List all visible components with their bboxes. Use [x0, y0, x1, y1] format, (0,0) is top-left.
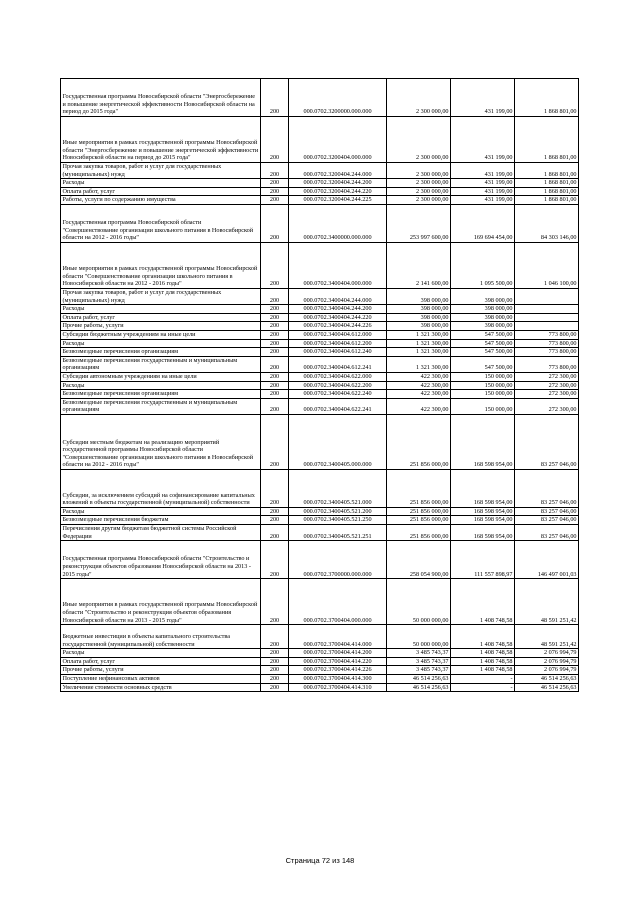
table-row: [61, 79, 579, 117]
row-executed-cell: 1 408 748,58: [451, 657, 515, 666]
table-row: [61, 683, 579, 692]
table-row: [61, 313, 579, 322]
table-row: [61, 179, 579, 188]
row-name-cell: Расходы: [61, 339, 261, 348]
table-row: [61, 242, 579, 288]
row-executed-cell: 547 500,00: [451, 348, 515, 357]
row-remaining-cell: 2 076 994,79: [515, 657, 579, 666]
row-group-cell: 200: [261, 469, 289, 507]
row-executed-cell: 431 199,00: [451, 117, 515, 163]
row-group-cell: 200: [261, 516, 289, 525]
row-code-cell: 000.0702.3400405.521.251: [289, 525, 387, 541]
table-row: [61, 390, 579, 399]
row-approved-cell: 1 321 300,00: [387, 356, 451, 372]
row-remaining-cell: 773 800,00: [515, 330, 579, 339]
row-executed-cell: 1 408 748,58: [451, 625, 515, 649]
row-remaining-cell: 1 868 801,00: [515, 179, 579, 188]
row-group-cell: 200: [261, 666, 289, 675]
row-group-cell: 200: [261, 187, 289, 196]
table-row: [61, 525, 579, 541]
row-code-cell: 000.0702.3400404.612.000: [289, 330, 387, 339]
table-row: [61, 414, 579, 469]
table-row: [61, 657, 579, 666]
table-row: [61, 187, 579, 196]
row-name-cell: Безвозмездные перечисления государственным и муниципальным организациям: [61, 398, 261, 414]
row-remaining-cell: 2 076 994,79: [515, 649, 579, 658]
table-row: [61, 356, 579, 372]
row-code-cell: 000.0702.3400404.244.220: [289, 313, 387, 322]
row-executed-cell: 431 199,00: [451, 196, 515, 205]
row-approved-cell: 398 000,00: [387, 313, 451, 322]
row-name-cell: Безвозмездные перечисления государственным и муниципальным организациям: [61, 356, 261, 372]
row-code-cell: 000.0702.3700404.414.300: [289, 675, 387, 684]
row-remaining-cell: 272 300,00: [515, 398, 579, 414]
row-group-cell: 200: [261, 242, 289, 288]
row-remaining-cell: 1 868 801,00: [515, 79, 579, 117]
row-group-cell: 200: [261, 579, 289, 625]
row-executed-cell: 169 694 454,00: [451, 204, 515, 242]
row-remaining-cell: 83 257 046,00: [515, 414, 579, 469]
row-remaining-cell: 1 868 801,00: [515, 187, 579, 196]
row-remaining-cell: 83 257 046,00: [515, 507, 579, 516]
row-approved-cell: 46 514 256,63: [387, 675, 451, 684]
row-executed-cell: 431 199,00: [451, 79, 515, 117]
row-approved-cell: 2 300 000,00: [387, 179, 451, 188]
row-remaining-cell: 773 800,00: [515, 356, 579, 372]
row-code-cell: 000.0702.3700404.414.200: [289, 649, 387, 658]
row-code-cell: 000.0702.3400405.000.000: [289, 414, 387, 469]
row-name-cell: Безвозмездные перечисления организациям: [61, 390, 261, 399]
row-executed-cell: 398 000,00: [451, 288, 515, 304]
row-name-cell: Иные мероприятия в рамках государственной программы Новосибирской области "Строительство и реконструкция объектов образования Новосибирской области на 2013 - 2015 годы": [61, 579, 261, 625]
row-approved-cell: 253 997 600,00: [387, 204, 451, 242]
row-approved-cell: 46 514 256,63: [387, 683, 451, 692]
row-group-cell: 200: [261, 305, 289, 314]
row-remaining-cell: 773 800,00: [515, 348, 579, 357]
row-executed-cell: 150 000,00: [451, 398, 515, 414]
table-row: [61, 339, 579, 348]
table-row: [61, 204, 579, 242]
row-name-cell: Безвозмездные перечисления организациям: [61, 348, 261, 357]
row-executed-cell: -: [451, 683, 515, 692]
row-code-cell: 000.0702.3700404.000.000: [289, 579, 387, 625]
row-group-cell: 200: [261, 313, 289, 322]
row-name-cell: Поступление нефинансовых активов: [61, 675, 261, 684]
row-remaining-cell: 272 300,00: [515, 390, 579, 399]
row-approved-cell: 422 300,00: [387, 390, 451, 399]
row-code-cell: 000.0702.3700404.414.226: [289, 666, 387, 675]
row-remaining-cell: 83 257 046,00: [515, 469, 579, 507]
row-remaining-cell: 272 300,00: [515, 372, 579, 381]
row-group-cell: 200: [261, 683, 289, 692]
row-name-cell: Иные мероприятия в рамках государственной программы Новосибирской области "Энергосбережение и повышение энергетической эффективности Новосибирской области на период до 2015 года": [61, 117, 261, 163]
row-executed-cell: 111 557 898,97: [451, 541, 515, 579]
row-code-cell: 000.0702.3400404.244.000: [289, 288, 387, 304]
row-approved-cell: 1 321 300,00: [387, 330, 451, 339]
row-executed-cell: 431 199,00: [451, 179, 515, 188]
row-executed-cell: 547 500,00: [451, 356, 515, 372]
row-approved-cell: 258 054 900,00: [387, 541, 451, 579]
row-executed-cell: 431 199,00: [451, 163, 515, 179]
row-group-cell: 200: [261, 117, 289, 163]
row-group-cell: 200: [261, 79, 289, 117]
row-code-cell: 000.0702.3200404.244.000: [289, 163, 387, 179]
row-code-cell: 000.0702.3200404.244.225: [289, 196, 387, 205]
row-remaining-cell: 1 868 801,00: [515, 163, 579, 179]
row-executed-cell: 431 199,00: [451, 187, 515, 196]
row-executed-cell: 150 000,00: [451, 390, 515, 399]
row-approved-cell: 3 485 743,37: [387, 666, 451, 675]
row-code-cell: 000.0702.3400405.521.250: [289, 516, 387, 525]
table-row: [61, 322, 579, 331]
row-group-cell: 200: [261, 541, 289, 579]
row-remaining-cell: 146 497 001,03: [515, 541, 579, 579]
row-code-cell: 000.0702.3400000.000.000: [289, 204, 387, 242]
document-page: [60, 78, 578, 692]
row-code-cell: 000.0702.3400404.244.200: [289, 305, 387, 314]
row-approved-cell: 2 141 600,00: [387, 242, 451, 288]
row-approved-cell: 398 000,00: [387, 288, 451, 304]
row-group-cell: 200: [261, 525, 289, 541]
row-code-cell: 000.0702.3400404.612.240: [289, 348, 387, 357]
row-group-cell: 200: [261, 625, 289, 649]
row-remaining-cell: 2 076 994,79: [515, 666, 579, 675]
row-group-cell: 200: [261, 348, 289, 357]
row-name-cell: Расходы: [61, 649, 261, 658]
row-executed-cell: 1 408 748,58: [451, 579, 515, 625]
row-name-cell: Иные мероприятия в рамках государственной программы Новосибирской области "Совершенствование организации школьного питания в Новосибирской области на 2012 - 2016 годы": [61, 242, 261, 288]
table-row: [61, 117, 579, 163]
row-executed-cell: 1 095 500,00: [451, 242, 515, 288]
row-group-cell: 200: [261, 356, 289, 372]
row-code-cell: 000.0702.3200404.244.200: [289, 179, 387, 188]
row-approved-cell: 50 000 000,00: [387, 579, 451, 625]
row-code-cell: 000.0702.3400404.622.241: [289, 398, 387, 414]
row-approved-cell: 2 300 000,00: [387, 187, 451, 196]
row-executed-cell: 547 500,00: [451, 330, 515, 339]
row-approved-cell: 3 485 743,37: [387, 649, 451, 658]
table-row: [61, 288, 579, 304]
row-approved-cell: 1 321 300,00: [387, 348, 451, 357]
table-row: [61, 348, 579, 357]
row-name-cell: Субсидии, за исключением субсидий на софинансирование капитальных вложений в объекты государственной (муниципальной) собственности: [61, 469, 261, 507]
row-executed-cell: 547 500,00: [451, 339, 515, 348]
row-name-cell: Прочая закупка товаров, работ и услуг для государственных (муниципальных) нужд: [61, 163, 261, 179]
table-row: [61, 330, 579, 339]
row-approved-cell: 251 856 000,00: [387, 414, 451, 469]
row-group-cell: 200: [261, 204, 289, 242]
row-remaining-cell: 272 300,00: [515, 381, 579, 390]
budget-table-body: [61, 79, 579, 692]
row-approved-cell: 422 300,00: [387, 381, 451, 390]
row-name-cell: Увеличение стоимости основных средств: [61, 683, 261, 692]
row-code-cell: 000.0702.3400404.612.200: [289, 339, 387, 348]
row-approved-cell: 2 300 000,00: [387, 79, 451, 117]
row-remaining-cell: 1 046 100,00: [515, 242, 579, 288]
row-executed-cell: 168 598 954,00: [451, 525, 515, 541]
row-group-cell: 200: [261, 196, 289, 205]
row-name-cell: Расходы: [61, 305, 261, 314]
row-name-cell: Субсидии местным бюджетам на реализацию мероприятий государственной программы Новосибирской области "Совершенствование организации школьного питания в Новосибирской области на 2012 - 2016 годы": [61, 414, 261, 469]
table-row: [61, 579, 579, 625]
row-code-cell: 000.0702.3400404.244.226: [289, 322, 387, 331]
table-row: [61, 516, 579, 525]
row-code-cell: 000.0702.3400404.612.241: [289, 356, 387, 372]
row-remaining-cell: 48 591 251,42: [515, 625, 579, 649]
row-approved-cell: 50 000 000,00: [387, 625, 451, 649]
table-row: [61, 675, 579, 684]
row-group-cell: 200: [261, 675, 289, 684]
row-code-cell: 000.0702.3400404.622.240: [289, 390, 387, 399]
table-row: [61, 649, 579, 658]
row-name-cell: Субсидии автономным учреждениям на иные цели: [61, 372, 261, 381]
row-group-cell: 200: [261, 330, 289, 339]
row-name-cell: Оплата работ, услуг: [61, 313, 261, 322]
table-row: [61, 196, 579, 205]
row-approved-cell: 422 300,00: [387, 372, 451, 381]
row-executed-cell: 168 598 954,00: [451, 516, 515, 525]
row-name-cell: Безвозмездные перечисления бюджетам: [61, 516, 261, 525]
row-executed-cell: 398 000,00: [451, 313, 515, 322]
row-group-cell: 200: [261, 398, 289, 414]
row-name-cell: Прочие работы, услуги: [61, 666, 261, 675]
row-code-cell: 000.0702.3400404.622.200: [289, 381, 387, 390]
row-approved-cell: 398 000,00: [387, 322, 451, 331]
row-remaining-cell: 46 514 256,63: [515, 675, 579, 684]
row-approved-cell: 1 321 300,00: [387, 339, 451, 348]
row-group-cell: 200: [261, 322, 289, 331]
row-group-cell: 200: [261, 414, 289, 469]
row-remaining-cell: [515, 322, 579, 331]
row-group-cell: 200: [261, 288, 289, 304]
table-row: [61, 381, 579, 390]
table-row: [61, 541, 579, 579]
row-name-cell: Перечисления другим бюджетам бюджетной системы Российской Федерации: [61, 525, 261, 541]
row-name-cell: Расходы: [61, 507, 261, 516]
row-executed-cell: -: [451, 675, 515, 684]
row-remaining-cell: 46 514 256,63: [515, 683, 579, 692]
table-row: [61, 625, 579, 649]
row-remaining-cell: 1 868 801,00: [515, 117, 579, 163]
table-row: [61, 305, 579, 314]
row-executed-cell: 168 598 954,00: [451, 414, 515, 469]
row-name-cell: Государственная программа Новосибирской области "Строительство и реконструкция объектов образования Новосибирской области на 2013 - 2015 годы": [61, 541, 261, 579]
row-code-cell: 000.0702.3400404.000.000: [289, 242, 387, 288]
row-remaining-cell: 83 257 046,00: [515, 525, 579, 541]
row-group-cell: 200: [261, 381, 289, 390]
row-approved-cell: 2 300 000,00: [387, 196, 451, 205]
page-footer: Страница 72 из 148: [285, 856, 355, 865]
row-executed-cell: 168 598 954,00: [451, 469, 515, 507]
row-remaining-cell: 84 303 146,00: [515, 204, 579, 242]
row-group-cell: 200: [261, 339, 289, 348]
table-row: [61, 666, 579, 675]
budget-table: [60, 78, 579, 692]
row-executed-cell: 1 408 748,58: [451, 649, 515, 658]
row-approved-cell: 3 485 743,37: [387, 657, 451, 666]
row-code-cell: 000.0702.3200404.244.220: [289, 187, 387, 196]
row-executed-cell: 168 598 954,00: [451, 507, 515, 516]
row-group-cell: 200: [261, 372, 289, 381]
row-remaining-cell: [515, 305, 579, 314]
row-remaining-cell: 773 800,00: [515, 339, 579, 348]
row-remaining-cell: [515, 313, 579, 322]
row-name-cell: Оплата работ, услуг: [61, 657, 261, 666]
row-name-cell: Государственная программа Новосибирской области "Энергосбережение и повышение энергетической эффективности Новосибирской области на период до 2015 года": [61, 79, 261, 117]
row-executed-cell: 150 000,00: [451, 381, 515, 390]
row-code-cell: 000.0702.3200000.000.000: [289, 79, 387, 117]
row-code-cell: 000.0702.3200404.000.000: [289, 117, 387, 163]
row-code-cell: 000.0702.3700404.414.310: [289, 683, 387, 692]
table-row: [61, 469, 579, 507]
row-group-cell: 200: [261, 179, 289, 188]
table-row: [61, 507, 579, 516]
row-approved-cell: 251 856 000,00: [387, 469, 451, 507]
row-approved-cell: 251 856 000,00: [387, 507, 451, 516]
row-name-cell: Расходы: [61, 381, 261, 390]
row-executed-cell: 1 408 748,58: [451, 666, 515, 675]
row-code-cell: 000.0702.3700404.414.220: [289, 657, 387, 666]
row-executed-cell: 398 000,00: [451, 305, 515, 314]
row-group-cell: 200: [261, 163, 289, 179]
row-remaining-cell: 48 591 251,42: [515, 579, 579, 625]
row-name-cell: Работы, услуги по содержанию имущества: [61, 196, 261, 205]
row-group-cell: 200: [261, 657, 289, 666]
row-approved-cell: 422 300,00: [387, 398, 451, 414]
row-name-cell: Прочие работы, услуги: [61, 322, 261, 331]
row-code-cell: 000.0702.3700000.000.000: [289, 541, 387, 579]
row-executed-cell: 398 000,00: [451, 322, 515, 331]
row-remaining-cell: 83 257 046,00: [515, 516, 579, 525]
row-approved-cell: 2 300 000,00: [387, 117, 451, 163]
row-approved-cell: 251 856 000,00: [387, 525, 451, 541]
row-name-cell: Оплата работ, услуг: [61, 187, 261, 196]
row-remaining-cell: 1 868 801,00: [515, 196, 579, 205]
table-row: [61, 372, 579, 381]
row-name-cell: Расходы: [61, 179, 261, 188]
row-code-cell: 000.0702.3400404.622.000: [289, 372, 387, 381]
row-executed-cell: 150 000,00: [451, 372, 515, 381]
table-row: [61, 163, 579, 179]
row-approved-cell: 251 856 000,00: [387, 516, 451, 525]
row-name-cell: Государственная программа Новосибирской области "Совершенствование организации школьного питания в Новосибирской области на 2012 - 2016 годы": [61, 204, 261, 242]
row-approved-cell: 398 000,00: [387, 305, 451, 314]
row-group-cell: 200: [261, 507, 289, 516]
row-code-cell: 000.0702.3400405.521.200: [289, 507, 387, 516]
row-group-cell: 200: [261, 390, 289, 399]
row-code-cell: 000.0702.3700404.414.000: [289, 625, 387, 649]
row-name-cell: Прочая закупка товаров, работ и услуг для государственных (муниципальных) нужд: [61, 288, 261, 304]
row-code-cell: 000.0702.3400405.521.000: [289, 469, 387, 507]
row-approved-cell: 2 300 000,00: [387, 163, 451, 179]
row-group-cell: 200: [261, 649, 289, 658]
row-remaining-cell: [515, 288, 579, 304]
row-name-cell: Субсидии бюджетным учреждениям на иные цели: [61, 330, 261, 339]
row-name-cell: Бюджетные инвестиции в объекты капитального строительства государственной (муниципальной) собственности: [61, 625, 261, 649]
table-row: [61, 398, 579, 414]
